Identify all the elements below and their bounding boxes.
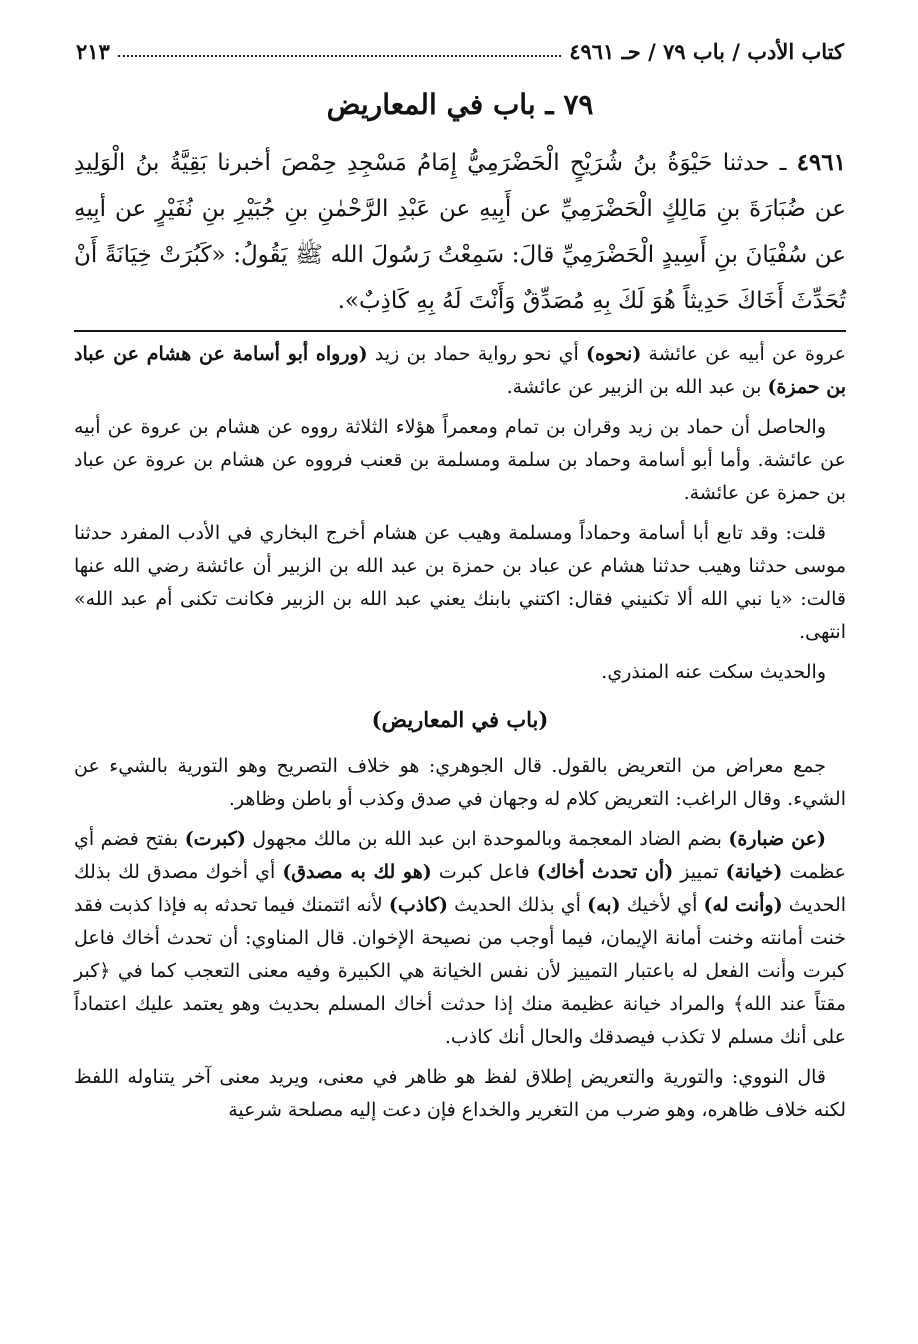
commentary-text: فاعل كبرت <box>431 861 537 883</box>
commentary-keyword: (نحوه) <box>586 343 642 365</box>
commentary-keyword: (به) <box>587 894 621 916</box>
commentary-keyword: (هو لك به مصدق) <box>282 861 432 883</box>
commentary-text: بضم الضاد المعجمة وبالموحدة ابن عبد الله بن مالك مجهول <box>245 828 729 850</box>
commentary-keyword: (عن ضبارة) <box>728 828 827 850</box>
commentary <box>74 338 846 1134</box>
commentary-paragraph: والحديث سكت عنه المنذري. <box>601 661 826 683</box>
commentary-text: أي أخوك مصدق لك بذلك الحديث <box>74 861 847 916</box>
hadith-text: ـ حدثنا حَيْوَةُ بنُ شُرَيْحٍ الْحَضْرَمِيُّ إِمَامُ مَسْجِدِ حِمْصَ أخبرنا بَقِيَّةُ بنُ الْوَلِيدِ عن ضُبَارَةَ بنِ مَالِكٍ الْحَضْرَمِيِّ عن أَبِيهِ عن عَبْدِ الرَّحْمٰنِ بنِ جُبَيْرِ بنِ نُفَيْرٍ عن أبِيهِ عن سُفْيَانَ بنِ أَسِيدٍ الْحَضْرَمِيِّ قالَ: سَمِعْتُ رَسُولَ الله ﷺ يَقُولُ: «كَبُرَتْ خِيَانَةً أَنْ تُحَدِّثَ أَخَاكَ حَدِيثاً هُوَ لَكَ بِهِ مُصَدِّقٌ وَأَنْتَ لَهُ بِهِ كَاذِبٌ». <box>74 150 846 314</box>
commentary-text: لأنه ائتمنك فيما تحدثه به فإذا كذبت فقد خنت أمانته وخنت أمانة الإيمان، فيما أوجب من نصيحة الإخوان. قال المناوي: أن تحدث أخاك فاعل كبرت وأنت الفعل له باعتبار التمييز لأن نفس الخيانة هي الكبيرة وفيه معنى التعجب كما في ﴿كبر مقتاً عند الله﴾ والمراد خيانة عظيمة منك إذا حدثت أخاك المسلم بحديث وهو يعتمد عليك اعتماداً على أنك مسلم لا تكذب فيصدقك والحال أنك كاذب. <box>74 894 846 1048</box>
section-divider <box>74 330 846 332</box>
commentary-text: أي بذلك الحديث <box>448 894 588 916</box>
commentary-keyword: (كاذب) <box>388 894 449 916</box>
commentary-keyword: (وأنت له) <box>703 894 783 916</box>
commentary-text: عروة عن أبيه عن عائشة <box>641 343 846 365</box>
running-head <box>76 34 844 68</box>
commentary-keyword: (خيانة) <box>725 861 783 883</box>
running-head-title: كتاب الأدب / باب ٧٩ / حـ ٤٩٦١ <box>569 38 844 64</box>
commentary-text: أي نحو رواية حماد بن زيد <box>367 343 586 365</box>
chapter-heading: ٧٩ ـ باب في المعاريض <box>326 88 594 121</box>
sub-heading: (باب في المعاريض) <box>371 707 549 732</box>
commentary-paragraph: جمع معراض من التعريض بالقول. قال الجوهري: هو خلاف التصريح وهو التورية بالشيء عن الشيء. وقال الراغب: التعريض كلام له وجهان في صدق وكذب أو باطن وظاهر. <box>74 755 846 810</box>
commentary-paragraph: قال النووي: والتورية والتعريض إطلاق لفظ هو ظاهر في معنى، ويريد معنى آخر يتناوله اللفظ لكنه خلاف ظاهره، وهو ضرب من التغرير والخداع فإن دعت إليه مصلحة شرعية <box>74 1066 846 1121</box>
commentary-paragraph: والحاصل أن حماد بن زيد وقران بن تمام ومعمراً هؤلاء الثلاثة رووه عن هشام بن عروة عن أبيه عن عائشة. وأما أبو أسامة وحماد بن سلمة ومسلمة بن قعنب فرووه عن هشام بن عروة عن عباد بن حمزة عن عائشة. <box>74 416 846 504</box>
commentary-paragraph <box>74 338 846 404</box>
commentary-paragraph: قلت: وقد تابع أبا أسامة وحماداً ومسلمة وهيب عن هشام أخرج البخاري في الأدب المفرد حدثنا موسى حدثنا وهيب حدثنا هشام عن عباد بن حمزة بن عبد الله بن الزبير أن عائشة رضي الله عنها قالت: «يا نبي الله ألا تكنيني فقال: اكتني بابنك يعني عبد الله بن الزبير فكانت تكنى أم عبد الله» انتهى. <box>74 522 846 643</box>
commentary-text: بفتح فضم أي عظمت <box>74 828 846 883</box>
commentary-text: بن عبد الله بن الزبير عن عائشة. <box>506 376 768 398</box>
commentary-text: أي لأخيك <box>620 894 704 916</box>
commentary-keyword: (أن تحدث أخاك) <box>536 861 674 883</box>
page-number: ٢١٣ <box>76 38 110 64</box>
commentary-keyword: (كبرت) <box>184 828 246 850</box>
commentary-text: تمييز <box>673 861 726 883</box>
running-head-dot-leader <box>118 45 561 57</box>
commentary-keyword: (ورواه أبو أسامة عن هشام عن عباد بن حمزة) <box>74 343 846 398</box>
hadith-number: ٤٩٦١ <box>796 149 846 176</box>
commentary-paragraph <box>74 823 846 1054</box>
hadith-text-block <box>74 140 846 324</box>
